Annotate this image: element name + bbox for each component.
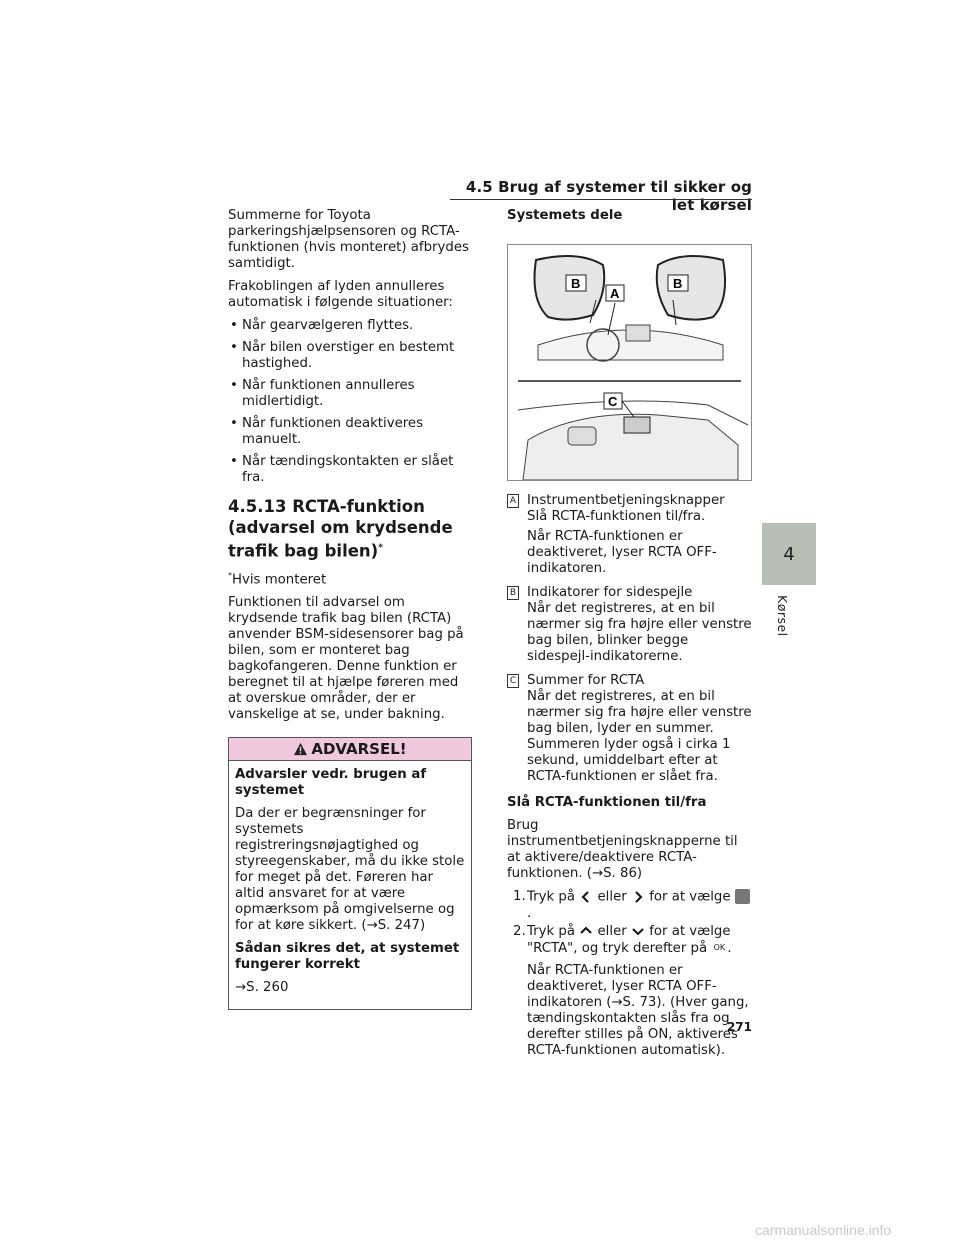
page-number: 271 <box>726 1020 752 1034</box>
cancel-intro: Frakoblingen af lyden annulleres automatisk i følgende situationer: <box>228 279 453 310</box>
step-1 <box>513 889 752 922</box>
legend-line: Slå RCTA-funktionen til/fra. <box>527 509 706 524</box>
description-paragraph: Funktionen til advarsel om krydsende trafik bag bilen (RCTA) anvender BSM-sidesensorer bag på bilen, som er monteret bag bagkofangeren. Denne funktion er beregnet til at hjælpe føreren med at overskue områder, der er vanskelige at se, under bakning. <box>228 594 464 722</box>
legend-letter: B <box>507 586 519 600</box>
warning-header <box>229 738 471 761</box>
chevron-up-icon <box>579 924 593 938</box>
cancel-bullet-list <box>228 318 473 486</box>
legend-item-b <box>507 585 752 665</box>
car-interior-illustration <box>508 245 751 480</box>
legend-title: Indikatorer for sidespejle <box>527 585 693 600</box>
list-item: • Når bilen overstiger en bestemt hastighed. <box>228 340 473 372</box>
warning-body <box>229 761 471 996</box>
label-b-right: B <box>673 276 683 291</box>
footnote-text: Hvis monteret <box>232 571 327 587</box>
intro-paragraph: Summerne for Toyota parkeringshjælpsensoren og RCTA-funktionen (hvis monteret) afbrydes samtidigt. <box>228 208 469 271</box>
right-column <box>507 208 752 1066</box>
legend-line: Når det registreres, at en bil nærmer sig fra højre eller venstre bag bilen, blinker begge sidespejl-indikatorerne. <box>527 601 752 664</box>
center-display-shape <box>626 325 650 341</box>
legend-item-a <box>507 493 752 577</box>
step-text: eller <box>597 923 627 939</box>
warning-text-1: Da der er begrænsninger for systemets registreringsnøjagtighed og styreegenskaber, må du ikke stole for meget på det. Føreren har altid ansvaret for at være opmærksom på omgivelserne og for at køre sikkert. (→S. 247) <box>235 805 465 933</box>
legend-title: Summer for RCTA <box>527 673 645 688</box>
chevron-right-icon <box>631 890 645 904</box>
watermark: carmanualsonline.info <box>755 1222 892 1238</box>
step-text: "RCTA", og tryk derefter på <box>527 940 708 956</box>
legend-line: Når det registreres, at en bil nærmer sig fra højre eller venstre bag bilen, lyder en summer. Summeren lyder også i cirka 1 sekund, umiddelbart efter at RCTA-funktionen er slået fra. <box>527 689 752 784</box>
step-number: 2. <box>513 923 526 939</box>
headrest-shape <box>568 427 596 445</box>
toggle-title: Slå RCTA-funktionen til/fra <box>507 795 707 810</box>
warning-box <box>228 737 472 1010</box>
ok-button-icon: OK <box>713 942 726 952</box>
step-text: Tryk på <box>527 889 576 905</box>
legend-letter: C <box>507 674 519 688</box>
section-title-mark: * <box>378 543 383 553</box>
warning-heading-1: Advarsler vedr. brugen af systemet <box>235 766 427 798</box>
footnote <box>228 568 473 588</box>
list-item: • Når tændingskontakten er slået fra. <box>228 454 473 486</box>
label-c: C <box>608 394 618 409</box>
step-number: 1. <box>513 889 526 904</box>
list-item: • Når gearvælgeren flyttes. <box>228 318 473 334</box>
step-end: . <box>527 905 532 921</box>
left-column <box>228 208 473 1010</box>
running-header: 4.5 Brug af systemer til sikker og let kørsel <box>465 178 752 214</box>
buzzer-shape <box>624 417 650 433</box>
legend-line: Når RCTA-funktionen er deaktiveret, lyser RCTA OFF-indikatoren. <box>527 529 717 576</box>
toggle-intro: Brug instrumentbetjeningsknapperne til at aktivere/deaktivere RCTA-funktionen. (→S. 86) <box>507 818 738 881</box>
legend-item-c <box>507 673 752 785</box>
section-title-text: 4.5.13 RCTA-funktion (advarsel om krydsende trafik bag bilen) <box>228 497 453 561</box>
step-text: for at vælge <box>649 923 731 939</box>
right-mirror-shape <box>657 256 725 320</box>
footnote-mark: * <box>228 570 232 580</box>
step-text: Tryk på <box>527 923 576 939</box>
section-title <box>228 496 473 562</box>
settings-gear-icon <box>735 889 750 904</box>
chevron-left-icon <box>579 890 593 904</box>
label-a: A <box>610 286 620 301</box>
chapter-label: Kørsel <box>775 595 790 637</box>
warning-text-2: →S. 260 <box>235 979 289 995</box>
legend-letter: A <box>507 494 519 508</box>
warning-heading-2: Sådan sikres det, at systemet fungerer korrekt <box>235 940 460 972</box>
header-rule <box>450 199 752 200</box>
chapter-number: 4 <box>783 543 795 565</box>
label-b-left: B <box>571 276 581 291</box>
warning-title: ADVARSEL! <box>311 739 407 758</box>
chevron-down-icon <box>631 924 645 938</box>
toggle-note: Når RCTA-funktionen er deaktiveret, lyser RCTA OFF-indikatoren (→S. 73). (Hver gang, tændingskontakten slås fra og derefter stilles på ON, aktiveres RCTA-funktionen automatisk). <box>527 962 749 1058</box>
chapter-tab <box>762 523 816 585</box>
parts-title: Systemets dele <box>507 208 623 223</box>
list-item: • Når funktionen annulleres midlertidigt. <box>228 378 473 410</box>
step-text: eller <box>597 889 627 905</box>
system-parts-figure <box>507 244 752 481</box>
legend-title: Instrumentbetjeningsknapper <box>527 493 725 508</box>
step-2 <box>513 924 752 957</box>
step-end: . <box>727 940 732 956</box>
step-text: for at vælge <box>649 889 731 905</box>
warning-triangle-icon <box>293 742 308 756</box>
list-item: • Når funktionen deaktiveres manuelt. <box>228 416 473 448</box>
